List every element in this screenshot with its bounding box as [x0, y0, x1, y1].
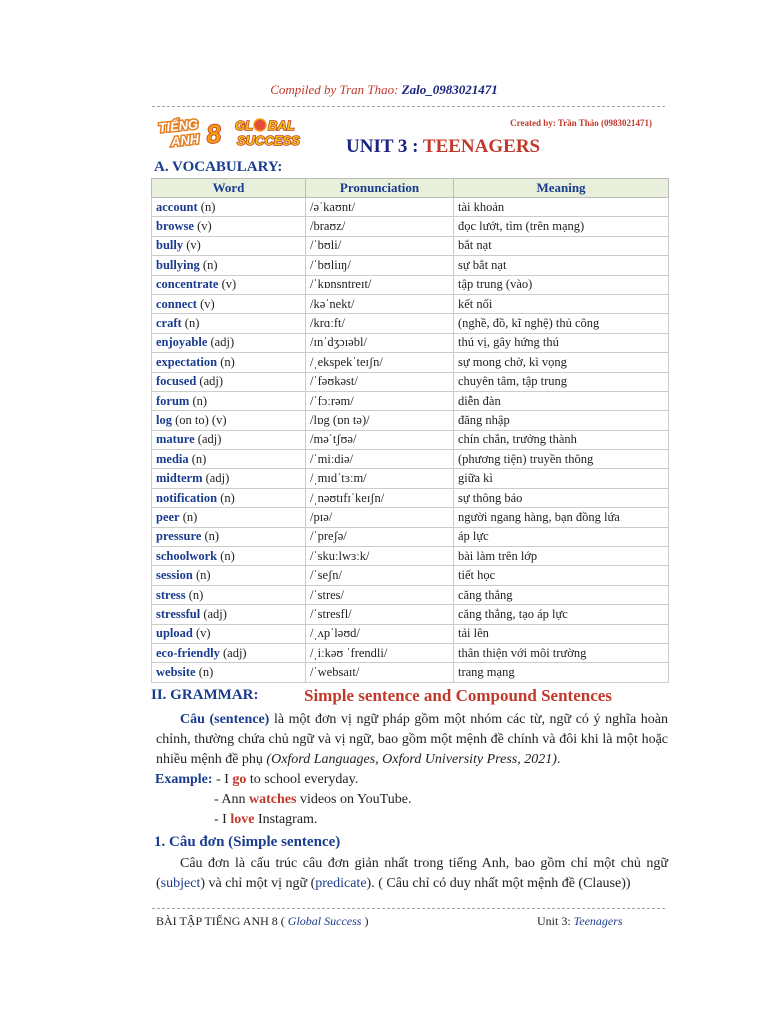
word-type: (adj): [194, 432, 222, 447]
word-type: (adj): [196, 374, 224, 389]
table-row: [152, 663, 669, 682]
citation: (Oxford Languages, Oxford University Press, 2021): [266, 752, 557, 767]
pronunciation-cell: /krɑːft/: [306, 314, 454, 333]
word-cell: [152, 275, 306, 294]
word-term: connect: [156, 296, 197, 311]
svg-text:ANH: ANH: [170, 131, 200, 149]
word-type: (adj): [200, 606, 227, 621]
word-type: (v): [196, 296, 215, 311]
word-type: (n): [197, 199, 216, 214]
sentence-definition-paragraph: [156, 710, 668, 770]
word-cell: [152, 527, 306, 546]
meaning-cell: đăng nhập: [454, 411, 669, 430]
meaning-cell: thú vị, gây hứng thú: [454, 333, 669, 352]
table-row: [152, 450, 669, 469]
word-term: stressful: [156, 606, 201, 621]
definition-text: là một đơn vị ngữ pháp gồm một nhóm các từ, ngữ có ý nghĩa hoàn chỉnh, thường chứa chủ ngữ và vị ngữ, bao gồm một mệnh đề chính và đôi khi là một hoặc nhiều mệnh đề phụ: [156, 712, 669, 767]
pronunciation-cell: /kəˈnekt/: [306, 294, 454, 313]
svg-text:GL: GL: [235, 118, 254, 133]
svg-text:BAL: BAL: [268, 118, 295, 133]
pronunciation-cell: /braʊz/: [306, 217, 454, 236]
word-type: (v): [192, 626, 211, 641]
word-term: media: [156, 451, 189, 466]
table-row: [152, 256, 669, 275]
word-cell: [152, 314, 306, 333]
word-type: (v): [218, 277, 237, 292]
table-row: [152, 411, 669, 430]
subject-term: subject: [160, 876, 201, 891]
footer-unit: [537, 914, 623, 929]
global-success-logo: [233, 116, 305, 148]
pronunciation-cell: /ɪnˈdʒɔɪəbl/: [306, 333, 454, 352]
example-post: Instagram.: [254, 812, 318, 827]
pronunciation-cell: /ˈfɔːrəm/: [306, 391, 454, 410]
unit-name: TEENAGERS: [422, 136, 541, 157]
pronunciation-cell: /ˈskuːlwɜːk/: [306, 547, 454, 566]
meaning-cell: tải lên: [454, 624, 669, 643]
pronunciation-cell: /ˈstresfl/: [306, 605, 454, 624]
word-cell: [152, 294, 306, 313]
pronunciation-cell: /ˈfəʊkəst/: [306, 372, 454, 391]
example-verb: watches: [249, 792, 297, 807]
footer-left-a: BÀI TẬP TIẾNG ANH 8 (: [156, 914, 288, 928]
table-row: [152, 372, 669, 391]
table-row: [152, 353, 669, 372]
pronunciation-cell: /ˈbʊliɪŋ/: [306, 256, 454, 275]
word-term: eco-friendly: [156, 645, 220, 660]
meaning-cell: trang mạng: [454, 663, 669, 682]
table-row: [152, 585, 669, 604]
compiled-colon: :: [394, 82, 402, 97]
word-cell: [152, 624, 306, 643]
table-row: [152, 469, 669, 488]
word-type: (on to) (v): [171, 412, 227, 427]
word-type: (v): [193, 219, 212, 234]
table-row: [152, 333, 669, 352]
word-term: session: [156, 568, 193, 583]
simple-sentence-paragraph: [156, 854, 668, 894]
meaning-cell: giữa kì: [454, 469, 669, 488]
word-term: upload: [156, 626, 193, 641]
word-term: peer: [156, 509, 180, 524]
sentence-keyword: Câu (sentence): [180, 712, 270, 727]
word-cell: [152, 643, 306, 662]
word-term: concentrate: [156, 277, 219, 292]
table-row: [152, 624, 669, 643]
word-type: (n): [192, 568, 211, 583]
table-row: [152, 605, 669, 624]
word-term: browse: [156, 219, 194, 234]
grammar-heading: II. GRAMMAR:: [151, 687, 259, 703]
meaning-cell: đọc lướt, tìm (trên mạng): [454, 217, 669, 236]
word-type: (n): [185, 587, 204, 602]
meaning-cell: sự bắt nạt: [454, 256, 669, 275]
meaning-cell: áp lực: [454, 527, 669, 546]
word-term: mature: [156, 432, 195, 447]
simple-sentence-heading: 1. Câu đơn (Simple sentence): [154, 834, 341, 850]
example-1: [155, 772, 358, 788]
word-cell: [152, 391, 306, 410]
word-type: (n): [199, 257, 218, 272]
footer-left-italic: Global Success: [287, 914, 362, 928]
meaning-cell: tài khoản: [454, 198, 669, 217]
pronunciation-cell: /ˈseʃn/: [306, 566, 454, 585]
word-type: (n): [217, 354, 235, 369]
unit-title: [346, 136, 540, 158]
table-row: [152, 508, 669, 527]
footer-right-italic: Teenagers: [573, 914, 623, 928]
svg-text:SUCCESS: SUCCESS: [237, 133, 300, 148]
svg-text:TIẾNG: TIẾNG: [157, 116, 199, 136]
word-term: craft: [156, 316, 182, 331]
word-type: (n): [201, 529, 220, 544]
table-row: [152, 527, 669, 546]
word-cell: [152, 450, 306, 469]
table-row: [152, 643, 669, 662]
meaning-cell: tập trung (vào): [454, 275, 669, 294]
word-term: account: [156, 199, 198, 214]
pronunciation-cell: /əˈkaʊnt/: [306, 198, 454, 217]
meaning-cell: tiết học: [454, 566, 669, 585]
word-term: enjoyable: [156, 335, 208, 350]
meaning-cell: căng thẳng: [454, 585, 669, 604]
word-cell: [152, 585, 306, 604]
example-post: to school everyday.: [246, 772, 359, 787]
pronunciation-cell: /ˌiːkəʊ ˈfrendli/: [306, 643, 454, 662]
table-row: [152, 198, 669, 217]
word-cell: [152, 508, 306, 527]
para2-part-c: ). ( Câu chỉ có duy nhất một mệnh đề (Clause)): [366, 876, 631, 891]
compiled-by-line: [0, 82, 768, 98]
footer-book-title: [156, 914, 368, 929]
word-term: schoolwork: [156, 548, 218, 563]
pronunciation-cell: /ˈpreʃə/: [306, 527, 454, 546]
word-term: focused: [156, 374, 197, 389]
table-row: [152, 391, 669, 410]
table-row: [152, 314, 669, 333]
example-verb: love: [230, 812, 255, 827]
table-row: [152, 547, 669, 566]
created-by-label: Created by: Trần Thảo (0983021471): [510, 118, 652, 128]
word-type: (adj): [202, 471, 230, 486]
meaning-cell: sự mong chờ, kì vọng: [454, 353, 669, 372]
word-cell: [152, 488, 306, 507]
table-row: [152, 236, 669, 255]
word-cell: [152, 217, 306, 236]
word-type: (n): [217, 490, 235, 505]
pronunciation-cell: /ˌmɪdˈtɜːm/: [306, 469, 454, 488]
pronunciation-cell: /lɒg (ɒn tə)/: [306, 411, 454, 430]
word-term: bullying: [156, 257, 200, 272]
word-term: expectation: [156, 354, 218, 369]
word-term: stress: [156, 587, 186, 602]
example-label: Example:: [155, 772, 213, 787]
pronunciation-cell: /ˈkɒnsntreɪt/: [306, 275, 454, 294]
meaning-cell: thân thiện với môi trường: [454, 643, 669, 662]
word-cell: [152, 663, 306, 682]
vocabulary-heading: A. VOCABULARY:: [154, 159, 283, 175]
meaning-cell: (phương tiện) truyền thông: [454, 450, 669, 469]
word-term: forum: [156, 393, 190, 408]
word-type: (n): [181, 316, 200, 331]
predicate-term: predicate: [315, 876, 367, 891]
word-type: (adj): [207, 335, 235, 350]
word-cell: [152, 411, 306, 430]
word-type: (n): [179, 509, 198, 524]
meaning-cell: căng thẳng, tạo áp lực: [454, 605, 669, 624]
word-cell: [152, 547, 306, 566]
word-term: website: [156, 665, 196, 680]
para2-part-b: ) và chỉ một vị ngữ (: [200, 876, 316, 891]
grammar-title: Simple sentence and Compound Sentences: [304, 686, 612, 705]
para2-part-a: Câu đơn là cấu trúc câu đơn giản nhất trong tiếng Anh, bao gồm chỉ một chủ ngữ (: [156, 856, 668, 891]
word-type: (adj): [219, 645, 247, 660]
meaning-cell: kết nối: [454, 294, 669, 313]
column-header-pronunciation: Pronunciation: [306, 179, 454, 198]
pronunciation-cell: /ˌʌpˈləʊd/: [306, 624, 454, 643]
word-cell: [152, 198, 306, 217]
word-term: bully: [156, 238, 184, 253]
pronunciation-cell: /ˈwebsaɪt/: [306, 663, 454, 682]
meaning-cell: bài làm trên lớp: [454, 547, 669, 566]
meaning-cell: sự thông báo: [454, 488, 669, 507]
pronunciation-cell: /ˌekspekˈteɪʃn/: [306, 353, 454, 372]
example-post: videos on YouTube.: [296, 792, 412, 807]
meaning-cell: (nghề, đồ, kĩ nghệ) thủ công: [454, 314, 669, 333]
tieng-anh-8-logo: [156, 113, 228, 149]
word-cell: [152, 353, 306, 372]
pronunciation-cell: /pɪə/: [306, 508, 454, 527]
table-row: [152, 566, 669, 585]
word-cell: [152, 256, 306, 275]
example-pre: - Ann: [214, 792, 249, 807]
pronunciation-cell: /ˌnəʊtɪfɪˈkeɪʃn/: [306, 488, 454, 507]
zalo-contact: Zalo_0983021471: [401, 82, 498, 97]
word-type: (v): [183, 238, 201, 253]
meaning-cell: bắt nạt: [454, 236, 669, 255]
unit-prefix: UNIT 3 :: [346, 136, 423, 157]
footer-right-a: Unit 3:: [537, 914, 574, 928]
vocabulary-table: [151, 178, 669, 683]
word-cell: [152, 469, 306, 488]
table-row: [152, 430, 669, 449]
example-pre: - I: [212, 772, 233, 787]
word-type: (n): [195, 665, 214, 680]
word-term: pressure: [156, 529, 202, 544]
footer-divider: [152, 908, 665, 909]
word-cell: [152, 333, 306, 352]
word-term: log: [156, 412, 172, 427]
column-header-meaning: Meaning: [454, 179, 669, 198]
column-header-word: Word: [152, 179, 306, 198]
meaning-cell: người ngang hàng, bạn đồng lứa: [454, 508, 669, 527]
header-divider: [152, 106, 665, 107]
compiled-label: Compiled by Tran Thao: [270, 82, 395, 97]
table-row: [152, 488, 669, 507]
example-verb: go: [232, 772, 247, 787]
word-term: notification: [156, 490, 218, 505]
meaning-cell: chín chắn, trưởng thành: [454, 430, 669, 449]
table-header-row: [152, 179, 669, 198]
vocabulary-table-body: [152, 198, 669, 683]
table-row: [152, 275, 669, 294]
example-pre: - I: [214, 812, 231, 827]
pronunciation-cell: /ˈmiːdiə/: [306, 450, 454, 469]
word-cell: [152, 605, 306, 624]
pronunciation-cell: /ˈbʊli/: [306, 236, 454, 255]
word-cell: [152, 236, 306, 255]
example-3: [214, 812, 317, 828]
svg-text:8: 8: [204, 118, 223, 149]
word-term: midterm: [156, 471, 203, 486]
meaning-cell: chuyên tâm, tập trung: [454, 372, 669, 391]
word-cell: [152, 430, 306, 449]
pronunciation-cell: /ˈstres/: [306, 585, 454, 604]
word-type: (n): [217, 548, 235, 563]
footer-left-b: ): [361, 914, 369, 928]
table-row: [152, 217, 669, 236]
example-2: [214, 792, 411, 808]
table-row: [152, 294, 669, 313]
meaning-cell: diễn đàn: [454, 391, 669, 410]
word-cell: [152, 566, 306, 585]
definition-end: .: [556, 752, 561, 767]
word-cell: [152, 372, 306, 391]
word-type: (n): [189, 393, 208, 408]
pronunciation-cell: /məˈtʃʊə/: [306, 430, 454, 449]
word-type: (n): [188, 451, 207, 466]
